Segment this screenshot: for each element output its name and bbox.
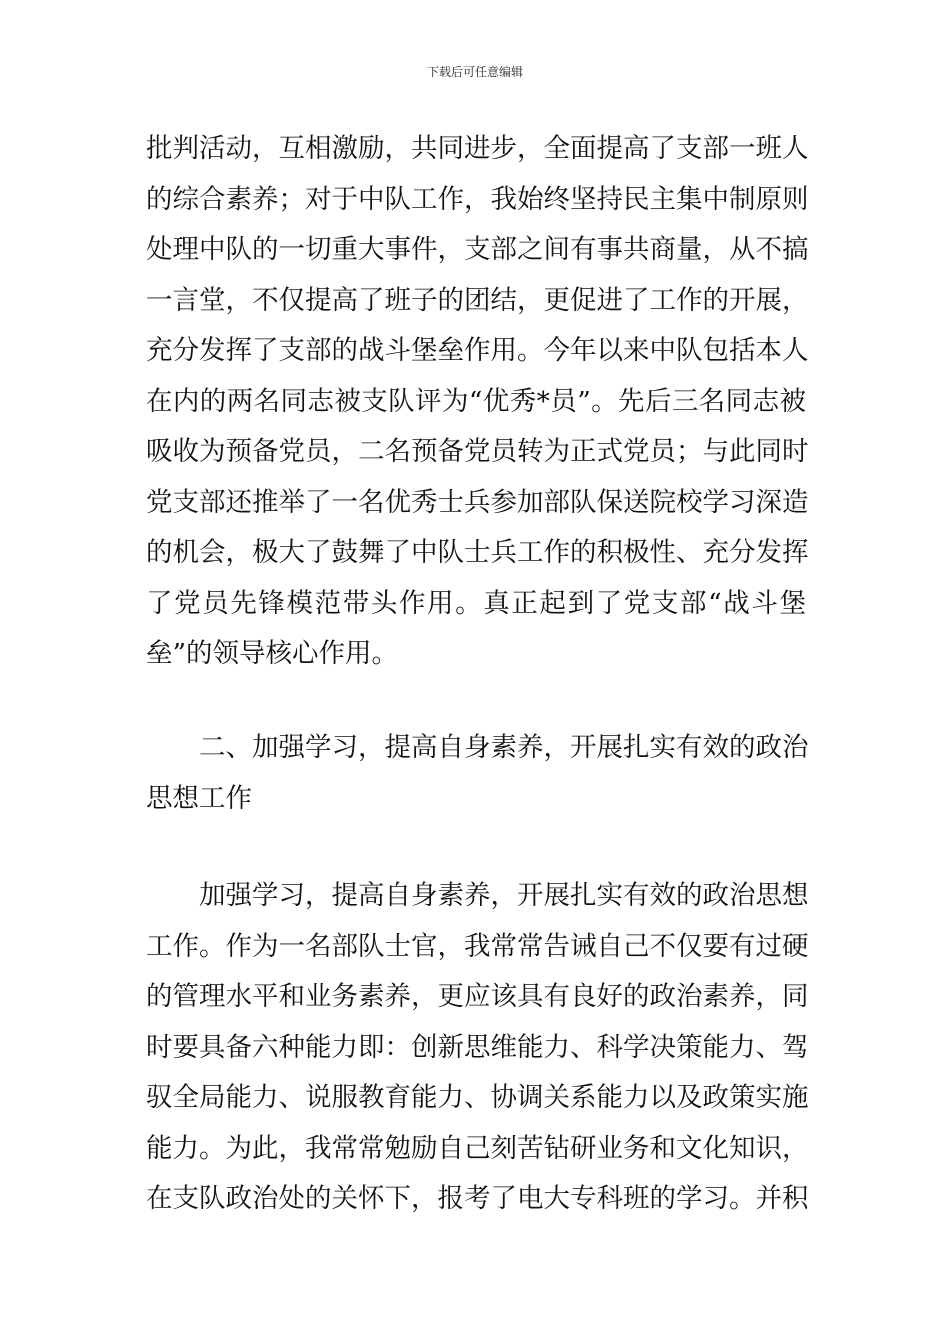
text-line: 在内的两名同志被支队评为“优秀*员”。先后三名同志被 — [146, 385, 806, 417]
text-line: 思想工作 — [146, 782, 252, 814]
text-line: 党支部还推举了一名优秀士兵参加部队保送院校学习深造 — [146, 486, 809, 518]
text-line: 充分发挥了支部的战斗堡垒作用。今年以来中队包括本人 — [146, 335, 809, 366]
text-line: 一言堂，不仅提高了班子的团结，更促进了工作的开展， — [146, 284, 809, 316]
text-line: 了党员先锋模范带头作用。真正起到了党支部“战斗堡 — [146, 587, 806, 619]
text-line: 的综合素养；对于中队工作，我始终坚持民主集中制原则 — [146, 183, 809, 215]
section-heading — [146, 723, 809, 824]
paragraph-party-branch — [146, 124, 809, 680]
text-line: 二、加强学习，提高自身素养，开展扎实有效的政治 — [199, 732, 809, 763]
text-line: 处理中队的一切重大事件，支部之间有事共商量，从不搞 — [146, 234, 809, 265]
paragraph-study — [146, 871, 809, 1225]
text-line: 的机会，极大了鼓舞了中队士兵工作的积极性、充分发挥 — [146, 537, 809, 568]
text-line: 垒”的领导核心作用。 — [146, 638, 399, 669]
text-line: 能力。为此，我常常勉励自己刻苦钻研业务和文化知识， — [146, 1132, 809, 1164]
text-line: 批判活动，互相激励，共同进步，全面提高了支部一班人 — [146, 133, 809, 164]
text-line: 时要具备六种能力即：创新思维能力、科学决策能力、驾 — [146, 1031, 809, 1063]
text-line: 吸收为预备党员，二名预备党员转为正式党员；与此同时 — [146, 436, 809, 467]
text-line: 加强学习，提高自身素养，开展扎实有效的政治思想 — [199, 880, 809, 911]
text-line: 工作。作为一名部队士官，我常常告诫自己不仅要有过硬 — [146, 930, 809, 962]
text-line: 驭全局能力、说服教育能力、协调关系能力以及政策实施 — [146, 1082, 809, 1113]
text-line: 在支队政治处的关怀下，报考了电大专科班的学习。并积 — [146, 1183, 809, 1214]
page-header: 下载后可任意编辑 — [426, 65, 523, 79]
text-line: 的管理水平和业务素养，更应该具有良好的政治素养，同 — [146, 981, 809, 1012]
